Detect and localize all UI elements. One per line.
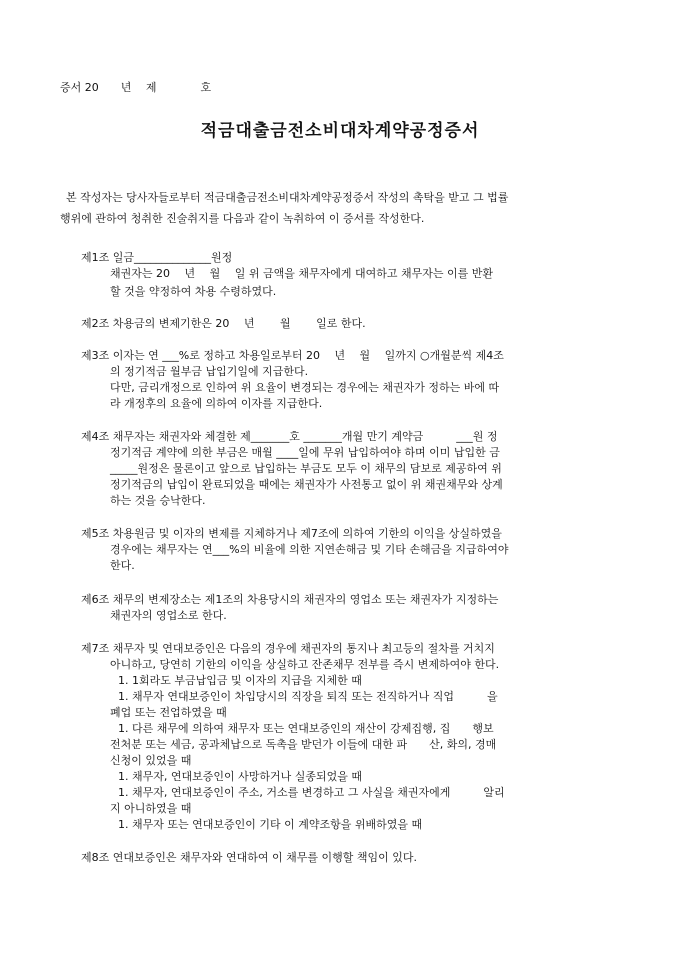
text-line: 제1조 일금______________원정 <box>81 251 233 264</box>
text-line: 행위에 관하여 청취한 진술취지를 다음과 같이 녹취하여 이 증서를 작성한다. <box>60 212 425 225</box>
text-line: 1. 다른 채무에 의하여 채무자 또는 연대보증인의 재산이 강제집행, 집 행보 <box>118 722 494 735</box>
text-line: 제8조 연대보증인은 채무자와 연대하여 이 채무를 이행할 책임이 있다. <box>81 851 417 864</box>
text-line: 신청이 있었을 때 <box>110 754 192 767</box>
text-line: 제4조 채무자는 채권자와 체결한 제_______호 _______개월 만기 계약금 ___원 정 <box>81 430 498 443</box>
text-line: 1. 1회라도 부금납입금 및 이자의 지급을 지체한 때 <box>118 674 362 687</box>
text-line: 한다. <box>110 559 135 572</box>
text-line: 채권자의 영업소로 한다. <box>110 609 227 622</box>
text-line: 제5조 차용원금 및 이자의 변제를 지체하거나 제7조에 의하여 기한의 이익을 상실하였을 <box>81 527 502 540</box>
text-line: 1. 채무자 또는 연대보증인이 기타 이 계약조항을 위배하였을 때 <box>118 818 423 831</box>
text-line: 할 것을 약정하여 차용 수령하였다. <box>110 285 277 298</box>
text-line: _____원정은 물론이고 앞으로 납입하는 부금도 모두 이 채무의 담보로 제공하여 위 <box>110 462 502 475</box>
text-line: 1. 채무자 연대보증인이 차입당시의 직장을 퇴직 또는 전직하거나 직업 을 <box>118 690 498 703</box>
text-line: 하는 것을 승낙한다. <box>110 494 206 507</box>
text-line: 전처분 또는 세금, 공과체납으로 독촉을 받던가 이들에 대한 파 산, 화의, 경매 <box>110 738 497 751</box>
text-line: 아니하고, 당연히 기한의 이익을 상실하고 잔존채무 전부를 즉시 변제하여야 한다. <box>110 658 500 671</box>
text-line: 본 작성자는 당사자들로부터 적금대출금전소비대차계약공정증서 작성의 촉탁을 받고 그 법률 <box>66 191 509 204</box>
text-line: 경우에는 채무자는 연___%의 비율에 의한 지연손해금 및 기타 손해금을 지급하여야 <box>110 543 509 556</box>
page-title: 적금대출금전소비대차계약공정증서 <box>200 121 480 141</box>
text-line: 제6조 채무의 변제장소는 제1조의 차용당시의 채권자의 영업소 또는 채권자가 지정하는 <box>81 593 499 606</box>
text-line: 다만, 금리개정으로 인하여 위 요율이 변경되는 경우에는 채권자가 정하는 바에 따 <box>110 381 500 394</box>
text-line: 제7조 채무자 및 연대보증인은 다음의 경우에 채권자의 통지나 최고등의 절차를 거치지 <box>81 642 495 655</box>
text-line: 1. 채무자, 연대보증인이 주소, 거소를 변경하고 그 사실을 채권자에게 알리 <box>118 786 505 799</box>
text-line: 정기적금 계약에 의한 부금은 매월 ____일에 무위 납입하여야 하며 이미 납입한 금 <box>110 446 500 459</box>
text-line: 폐업 또는 전업하였을 때 <box>110 706 227 719</box>
text-line: 제3조 이자는 연 ___%로 정하고 차용일로부터 20 년 월 일까지 ○개월분씩 제4조 <box>81 349 504 362</box>
text-line: 정기적금의 납입이 완료되었을 때에는 채권자가 사전통고 없이 위 채권채무와 상계 <box>110 478 503 491</box>
text-line: 지 아니하였을 때 <box>110 802 192 815</box>
text-line: 1. 채무자, 연대보증인이 사망하거나 실종되었을 때 <box>118 770 362 783</box>
text-line: 채권자는 20 년 월 일 위 금액을 채무자에게 대여하고 채무자는 이를 반환 <box>110 267 493 280</box>
text-line: 제2조 차용금의 변제기한은 20 년 월 일로 한다. <box>81 317 366 330</box>
text-line: 라 개정후의 요율에 의하여 이자를 지급한다. <box>110 397 323 410</box>
document-number: 증서 20 년 제 호 <box>60 81 212 94</box>
text-line: 의 정기적금 월부금 납입기일에 지급한다. <box>110 365 309 378</box>
